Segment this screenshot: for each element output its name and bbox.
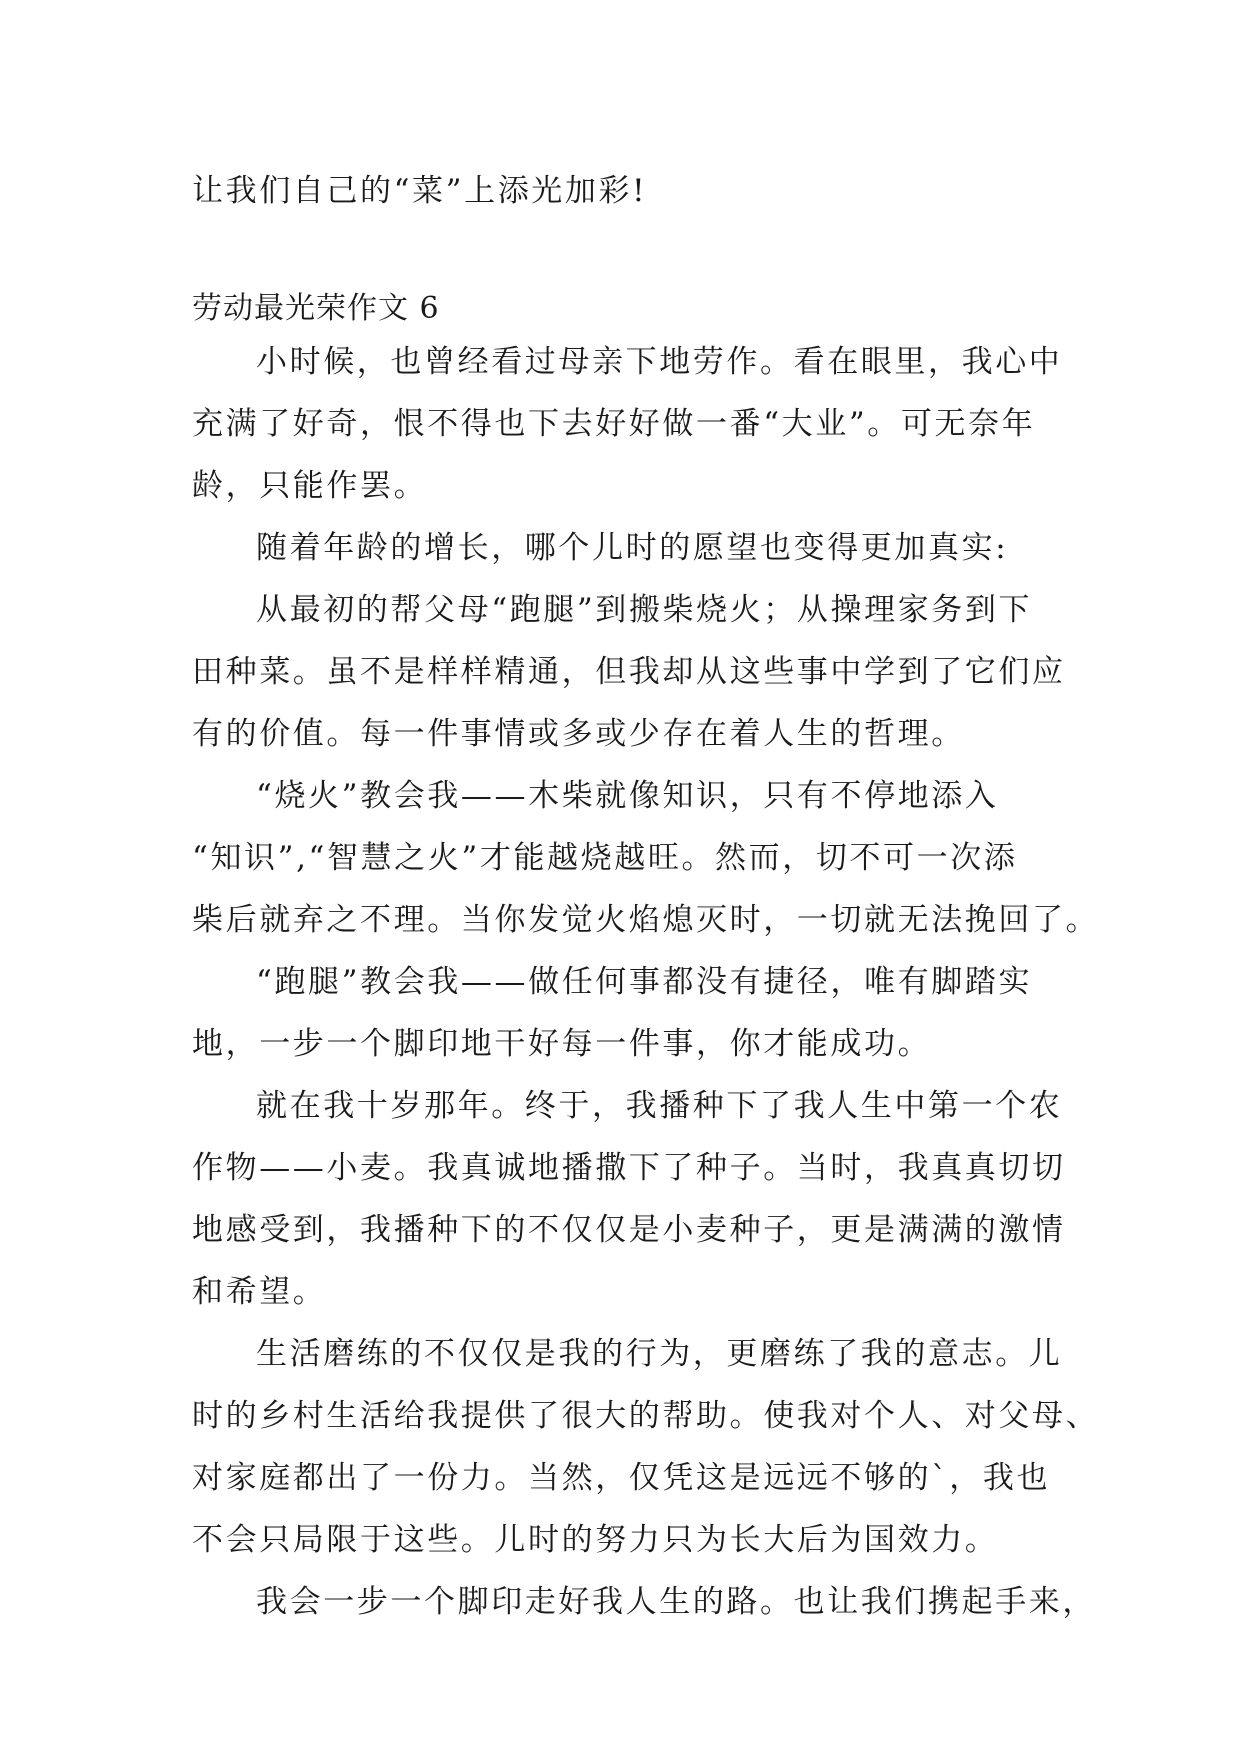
- text-line: 作物——小麦。我真诚地播撒下了种子。当时，我真真切切: [192, 1150, 1066, 1186]
- text-line: 我会一步一个脚印走好我人生的路。也让我们携起手来，: [256, 1584, 1096, 1620]
- text-line: 充满了好奇，恨不得也下去好好做一番“大业”。可无奈年: [192, 406, 1036, 442]
- text-line: 不会只局限于这些。儿时的努力只为长大后为国效力。: [192, 1522, 999, 1558]
- text-line: “烧火”教会我——木柴就像知识，只有不停地添入: [256, 778, 999, 814]
- text-line: 田种菜。虽不是样样精通，但我却从这些事中学到了它们应: [192, 654, 1066, 690]
- essay-heading: 劳动最光荣作文 6: [192, 291, 440, 326]
- text-line: 从最初的帮父母“跑腿”到搬柴烧火；从操理家务到下: [256, 592, 1033, 628]
- text-line: “知识”,“智慧之火”才能越烧越旺。然而，切不可一次添: [192, 840, 1018, 876]
- text-line: 地，一步一个脚印地干好每一件事，你才能成功。: [192, 1026, 932, 1062]
- lead-line: 让我们自己的“菜”上添光加彩!: [192, 173, 648, 209]
- text-line: 有的价值。每一件事情或多或少存在着人生的哲理。: [192, 716, 965, 752]
- text-line: 地感受到，我播种下的不仅仅是小麦种子，更是满满的激情: [192, 1212, 1066, 1248]
- essay-body: [192, 331, 1100, 1633]
- text-line: 随着年龄的增长，哪个儿时的愿望也变得更加真实:: [256, 530, 1009, 566]
- text-line: 和希望。: [192, 1274, 327, 1310]
- text-line: 时的乡村生活给我提供了很大的帮助。使我对个人、对父母、: [192, 1398, 1100, 1434]
- text-line: 龄，只能作罢。: [192, 468, 428, 504]
- text-line: “跑腿”教会我——做任何事都没有捷径，唯有脚踏实: [256, 964, 1033, 1000]
- text-line: 就在我十岁那年。终于，我播种下了我人生中第一个农: [256, 1088, 1063, 1124]
- text-line: 对家庭都出了一份力。当然，仅凭这是远远不够的`，我也: [192, 1460, 1051, 1496]
- text-line: 生活磨练的不仅仅是我的行为，更磨练了我的意志。儿: [256, 1336, 1063, 1372]
- text-line: 柴后就弃之不理。当你发觉火焰熄灭时，一切就无法挽回了。: [192, 902, 1100, 938]
- text-line: 小时候，也曾经看过母亲下地劳作。看在眼里，我心中: [256, 344, 1063, 380]
